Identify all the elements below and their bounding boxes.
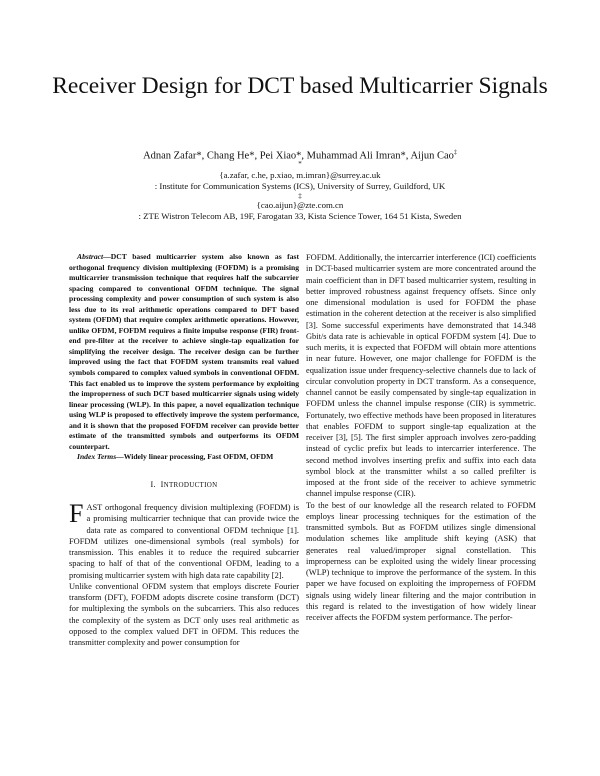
author-affil-mark: ‡ (453, 150, 457, 156)
affiliation-mark-2: ‡ (298, 192, 302, 200)
left-column (69, 252, 299, 648)
right-paragraph-2: To the best of our knowledge all the research related to FOFDM employs linear processing techniques for the estimation of the transmitted symbols. But as FOFDM utilizes single dimensional modulation schemes like amplitude shift keying (ASK) that generates real valued/improper signal constellation. This improperness can be exploited using the widely linear processing (WLP) technique to improve the performance of the system. In this paper we have focused on exploiting the improperness of FOFDM signals using widely linear filtering and the major contribution in this regard is related to the investigation of how widely linear receiver affects the FOFDM system performance. The perfor- (306, 500, 536, 622)
paper-title: Receiver Design for DCT based Multicarrier Signals (52, 73, 548, 99)
author-names: Adnan Zafar*, Chang He*, Pei Xiao*, Muhammad Ali Imran*, Aijun Cao (143, 150, 454, 162)
section-number: I. (150, 479, 156, 489)
right-paragraph-1: FOFDM. Additionally, the intercarrier interference (ICI) coefficients in DCT-based multicarrier system are more concentrated around the main coefficient than in DFT based multicarrier system, resulting in better improved robustness against frequency offsets. Since only one dimensional modulation is used for FOFDM the phase estimation in the coherent detection at the receiver is also simplified [3]. Some successful experiments have demonstrated that 14.348 Gbit/s data rate is achievable in optical FOFDM system [4]. Due to such merits, it is expected that FOFDM will obtain more attentions in near future. However, one major challenge for FOFDM is the equalization issue under frequency-selective channels due to lack of circular convolution property in DCT transform. As a consequence, channel cannot be easily compensated by single-tap equalization in FOFDM unless the channel impulse response (CIR) is symmetric. Fortunately, two effective methods have been proposed in literatures that enables FOFDM to support single-tap equalization at the receiver [3], [5]. The first simpler approach involves zero-padding instead of cyclic prefix but leads to intercarrier interference. The second method involves inserting prefix and suffix into each data symbol block at the transmitter whilst a so called prefilter is imposed at the front side of the receiver to achieve symmetric channel impulse response (CIR). (306, 253, 536, 499)
index-terms-text: —Widely linear processing, Fast OFDM, OFDM (116, 452, 274, 462)
affiliation-line-1: : Institute for Communication Systems (ICS), University of Surrey, Guildford, UK (154, 181, 446, 191)
index-terms (69, 452, 299, 463)
section-title-rest: NTRODUCTION (163, 480, 218, 489)
abstract-label: Abstract (77, 252, 104, 261)
email-line-1: {a.zafar, c.he, p.xiao, m.imran}@surrey.ac.uk (219, 170, 381, 180)
abstract (69, 252, 299, 452)
abstract-text: —DCT based multicarrier system also known as fast orthogonal frequency division multiplexing (FOFDM) is a promising multicarrier transmission technique that requires half the subcarrier spacing compared to conventional OFDM technique. The signal processing complexity and power consumption of such system is also less due to its real arithmetic operations compared to DFT based system (OFDM) that require complex arithmetic operations. However, unlike OFDM, FOFDM requires a finite impulse response (FIR) front-end pre-filter at the receiver to achieve single-tap equalization for simplifying the receiver design. The receiver design can be further improved using the fact that FOFDM system transmits real valued symbols compared to complex valued symbols in conventional OFDM. This fact enabled us to improve the system performance by exploiting the improperness of such DCT based multicarrier signals using widely linear processing (WLP). In this paper, a novel equalization technique using WLP is proposed to effectively improve the system performance, and it is shown that the proposed FOFDM receiver can provide better estimate of the transmitted symbols and outperforms its OFDM counterpart. (69, 252, 299, 451)
index-terms-label: Index Terms (77, 452, 117, 462)
section-title-initial: I (160, 479, 164, 489)
affiliation-mark-1: * (298, 160, 302, 168)
section-heading-introduction (69, 479, 299, 491)
drop-cap: F (69, 499, 84, 529)
right-column (306, 252, 536, 623)
intro-paragraph-2: Unlike conventional OFDM system that employs discrete Fourier transform (DFT), FOFDM adopts discrete cosine transform (DCT) for multiplexing the symbols on the subcarriers. This also reduces the complexity of the system as DCT only uses real arithmetic as opposed to the complex valued DFT in OFDM. This reduces the transmitter complexity and power consumption for (69, 581, 299, 648)
email-line-2: {cao.aijun}@zte.com.cn (256, 200, 344, 210)
intro-paragraph-1 (69, 499, 299, 581)
affiliation-line-2: : ZTE Wistron Telecom AB, 19F, Farogatan 33, Kista Science Tower, 164 51 Kista, Sweden (138, 211, 462, 221)
intro-paragraph-1-text: AST orthogonal frequency division multiplexing (FOFDM) is a promising multicarrier technique that can provide twice the data rate as compared to conventional OFDM technique [1]. FOFDM utilizes one-dimensional symbols (real symbols) for transmission. This enables it to reduce the required subcarrier spacing to half of that of the conventional OFDM, leading to a promising multicarrier system with high data rate capability [2]. (69, 503, 299, 580)
